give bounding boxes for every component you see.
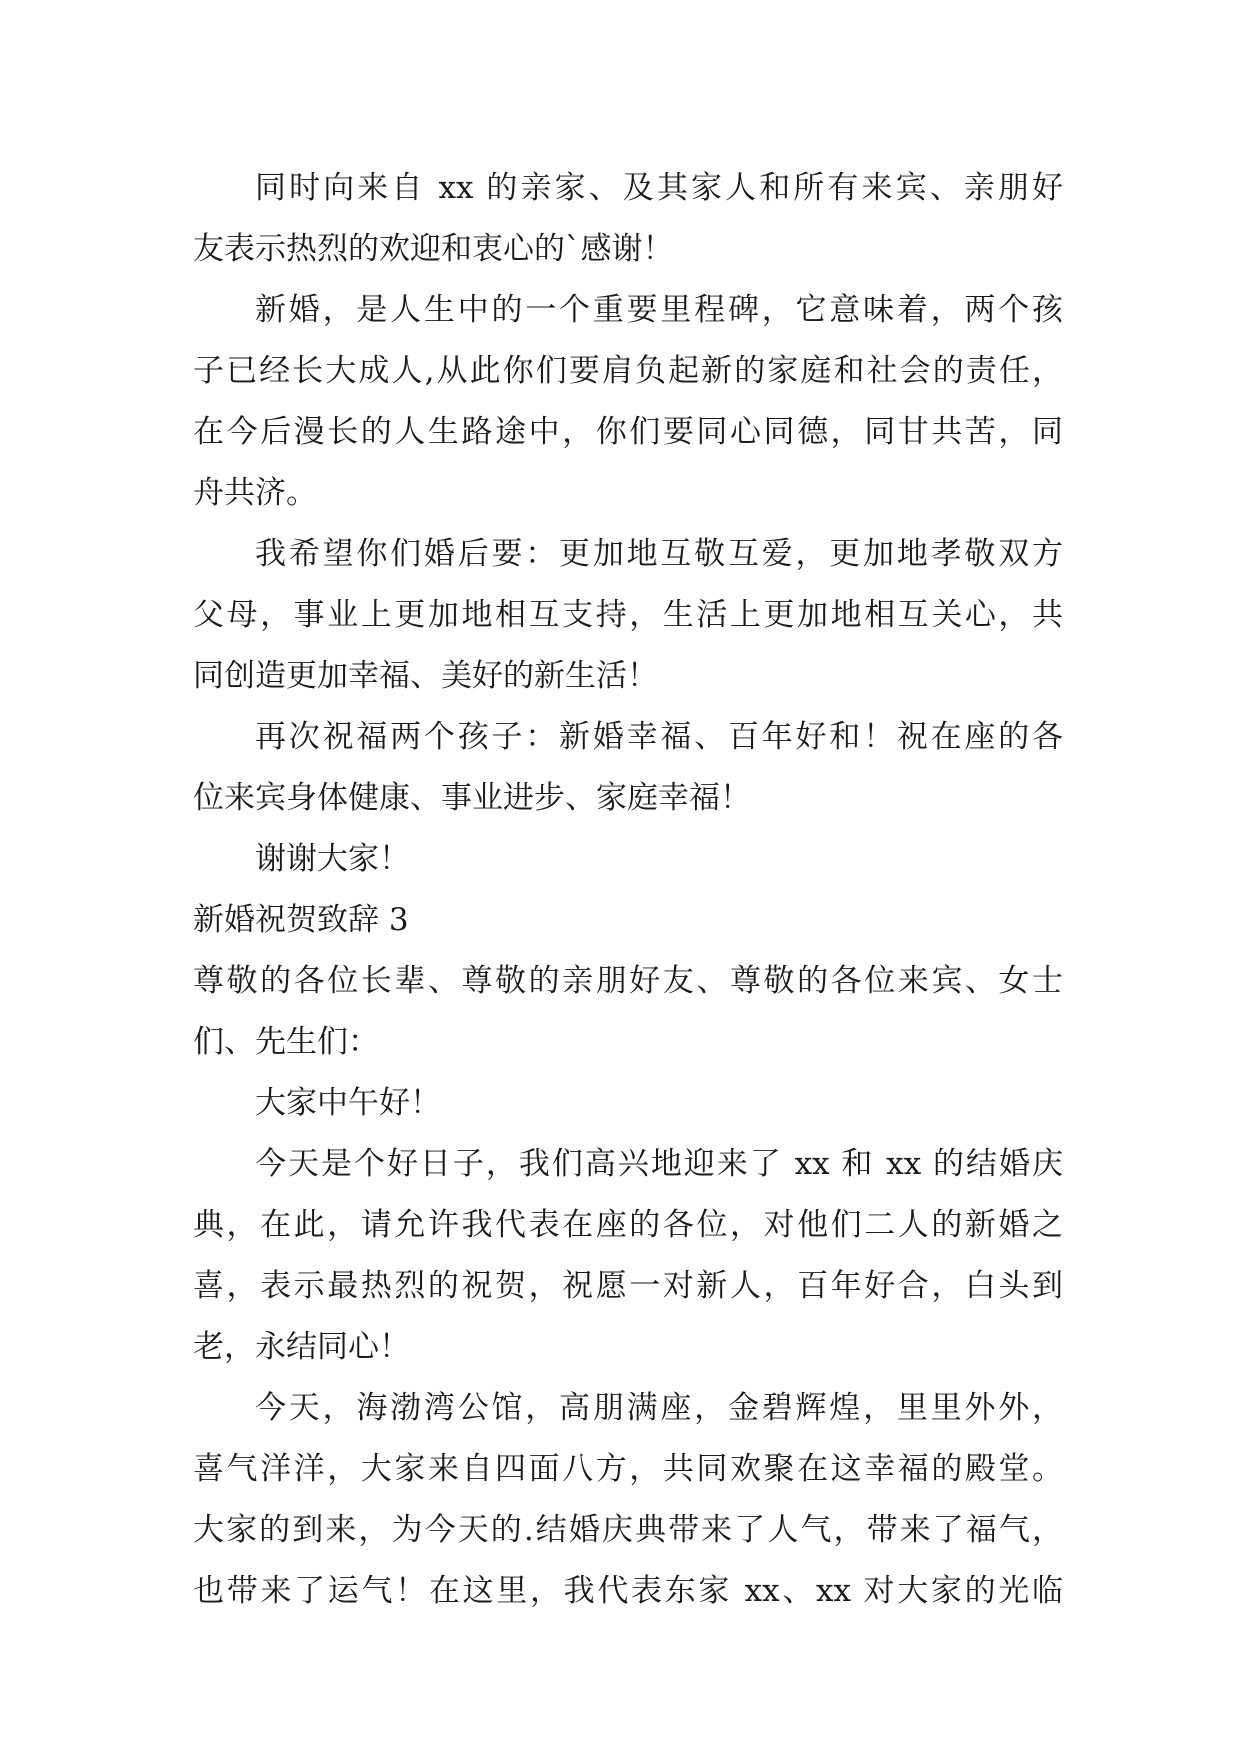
paragraph-hopes bbox=[193, 524, 1063, 707]
paragraph-marriage-milestone bbox=[193, 280, 1063, 524]
text-line: 喜气洋洋，大家来自四面八方，共同欢聚在这幸福的殿堂。 bbox=[193, 1451, 1063, 1487]
text-line: 也带来了运气！在这里，我代表东家 xx、xx 对大家的光临 bbox=[193, 1573, 1063, 1609]
paragraph-good-noon bbox=[193, 1073, 1063, 1134]
text-line: 同时向来自 xx 的亲家、及其家人和所有来宾、亲朋好 bbox=[255, 170, 1063, 206]
text-line: 大家的到来，为今天的.结婚庆典带来了人气，带来了福气， bbox=[193, 1512, 1063, 1548]
text-line: 典，在此，请允许我代表在座的各位，对他们二人的新婚之 bbox=[193, 1207, 1063, 1243]
text-line: 今天，海渤湾公馆，高朋满座，金碧辉煌，里里外外， bbox=[255, 1390, 1063, 1426]
text-line: 子已经长大成人,从此你们要肩负起新的家庭和社会的责任， bbox=[193, 353, 1063, 389]
text-line: 老，永结同心！ bbox=[193, 1329, 410, 1365]
text-line: 在今后漫长的人生路途中，你们要同心同德，同甘共苦，同 bbox=[193, 414, 1063, 450]
paragraph-greeting-thanks bbox=[193, 158, 1063, 280]
paragraph-blessing bbox=[193, 707, 1063, 829]
text-line: 大家中午好！ bbox=[255, 1085, 441, 1121]
text-line: 父母，事业上更加地相互支持，生活上更加地相互关心，共 bbox=[193, 597, 1063, 633]
text-line: 同创造更加幸福、美好的新生活！ bbox=[193, 658, 658, 694]
text-line: 位来宾身体健康、事业进步、家庭幸福！ bbox=[193, 780, 751, 816]
text-line: 今天是个好日子，我们高兴地迎来了 xx 和 xx 的结婚庆 bbox=[255, 1146, 1063, 1182]
text-line: 我希望你们婚后要：更加地互敬互爱，更加地孝敬双方 bbox=[255, 536, 1063, 572]
text-line: 尊敬的各位长辈、尊敬的亲朋好友、尊敬的各位来宾、女士 bbox=[193, 963, 1063, 999]
text-line: 们、先生们： bbox=[193, 1024, 379, 1060]
paragraph-salutation bbox=[193, 951, 1063, 1073]
text-line: 友表示热烈的欢迎和衷心的`感谢！ bbox=[193, 231, 674, 267]
paragraph-thanks-all bbox=[193, 829, 1063, 890]
section-heading bbox=[193, 890, 1063, 951]
text-line: 再次祝福两个孩子：新婚幸福、百年好和！祝在座的各 bbox=[255, 719, 1063, 755]
paragraph-venue bbox=[193, 1378, 1063, 1622]
paragraph-congratulations bbox=[193, 1134, 1063, 1378]
text-line: 新婚，是人生中的一个重要里程碑，它意味着，两个孩 bbox=[255, 292, 1063, 328]
text-line: 谢谢大家！ bbox=[255, 841, 410, 877]
heading-text: 新婚祝贺致辞 3 bbox=[193, 902, 409, 938]
document-body bbox=[193, 158, 1063, 1622]
text-line: 舟共济。 bbox=[193, 475, 317, 511]
text-line: 喜，表示最热烈的祝贺，祝愿一对新人，百年好合，白头到 bbox=[193, 1268, 1063, 1304]
